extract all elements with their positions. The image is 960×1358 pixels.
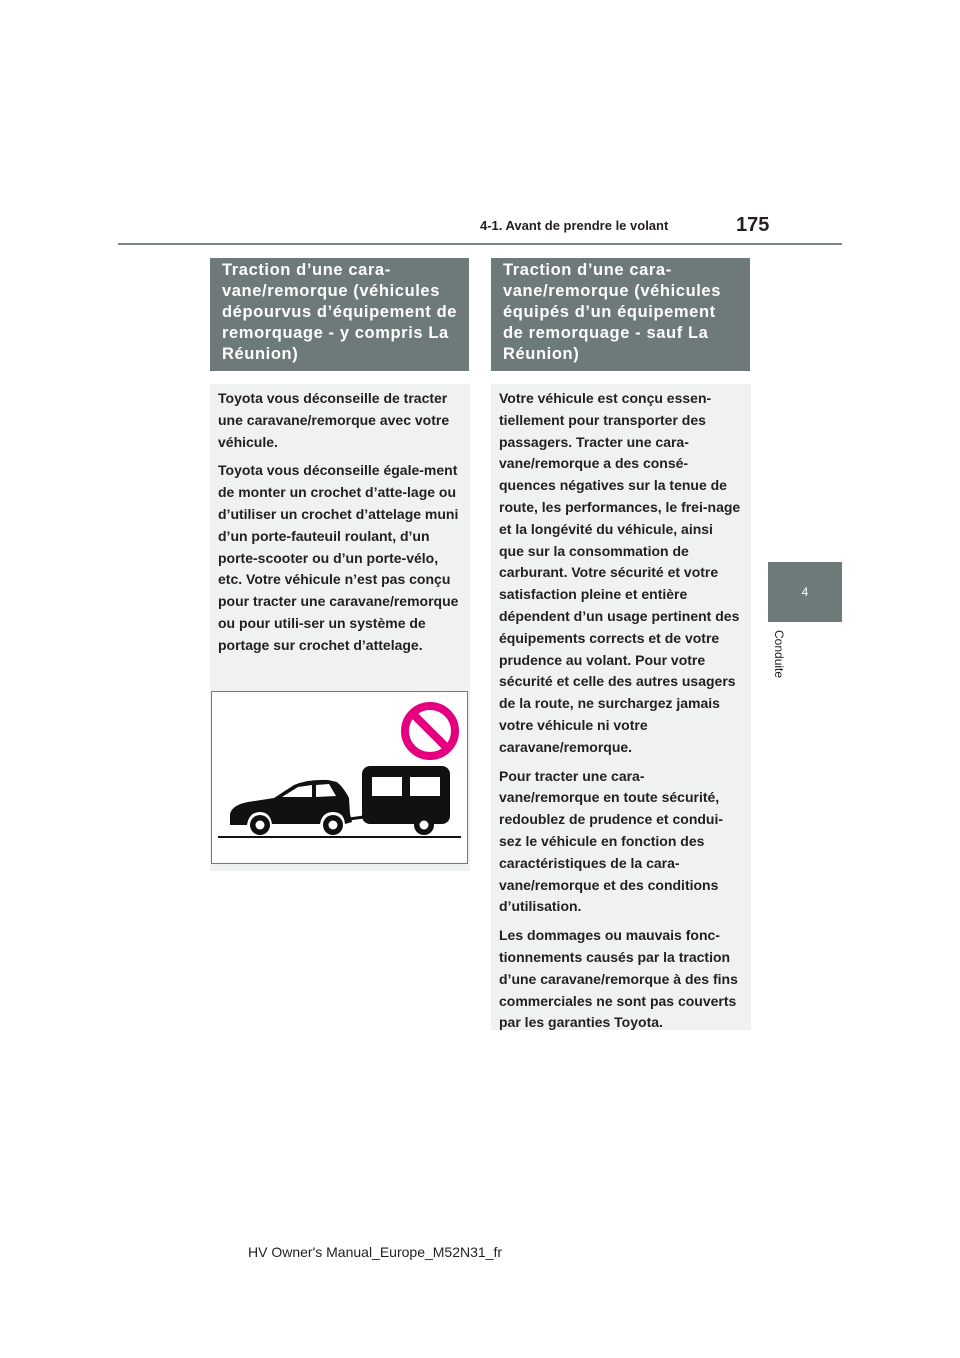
chapter-number: 4	[801, 585, 809, 599]
page-number: 175	[736, 214, 770, 236]
header-rule	[118, 243, 842, 245]
section-title: 4-1. Avant de prendre le volant	[480, 218, 669, 233]
prohibition-icon	[405, 706, 455, 756]
chapter-label-text: Conduite	[772, 630, 786, 679]
car-icon	[230, 780, 364, 835]
left-paragraph-2: Toyota vous déconseille égale-ment de monter un crochet d’atte-lage ou d’utiliser un crochet d’attelage muni d’un porte-fauteuil roulant, d’un porte-scooter ou d’un porte-vélo, etc. Votre véhicule n’est pas conçu pour tracter une caravane/remorque ou pour utili-ser un système de portage sur crochet d’attelage.	[218, 462, 459, 653]
right-section-heading: Traction d’une cara-vane/remorque (véhicules équipés d’un équipement de remorquage - sauf La Réunion)	[491, 258, 750, 371]
chapter-label	[768, 630, 828, 700]
left-paragraph-1: Toyota vous déconseille de tracter une caravane/remorque avec votre véhicule.	[218, 390, 450, 450]
chapter-tab	[768, 562, 842, 622]
footer-text: HV Owner's Manual_Europe_M52N31_fr	[248, 1244, 503, 1260]
towing-illustration	[211, 691, 468, 864]
right-paragraph-1: Votre véhicule est conçu essen-tiellement pour transporter des passagers. Tracter une cara-vane/remorque a des consé-quences négatives sur la tenue de route, les performances, le frei-nage et la longévité du véhicule, ainsi que sur la consommation de carburant. Votre sécurité et votre satisfaction pleine et entière dépendent d’un usage pertinent des équipements corrects et de votre prudence au volant. Pour votre sécurité et celle des autres usagers de la route, ne surchargez jamais votre véhicule ni votre caravane/remorque.	[499, 390, 741, 755]
right-paragraph-2: Pour tracter une cara-vane/remorque en toute sécurité, redoublez de prudence et condui-sez le véhicule en fonction des caractéristiques de la cara-vane/remorque et des conditions d’utilisation.	[499, 767, 724, 915]
left-section-heading: Traction d’une cara-vane/remorque (véhicules dépourvus d’équipement de remorquage - y compris La Réunion)	[210, 258, 469, 371]
right-paragraph-3: Les dommages ou mauvais fonc-tionnements causés par la traction d’une caravane/remorque à des fins commerciales ne sont pas couverts par les garanties Toyota.	[499, 927, 738, 1031]
right-section-body	[491, 384, 751, 1030]
caravan-icon	[362, 766, 450, 835]
